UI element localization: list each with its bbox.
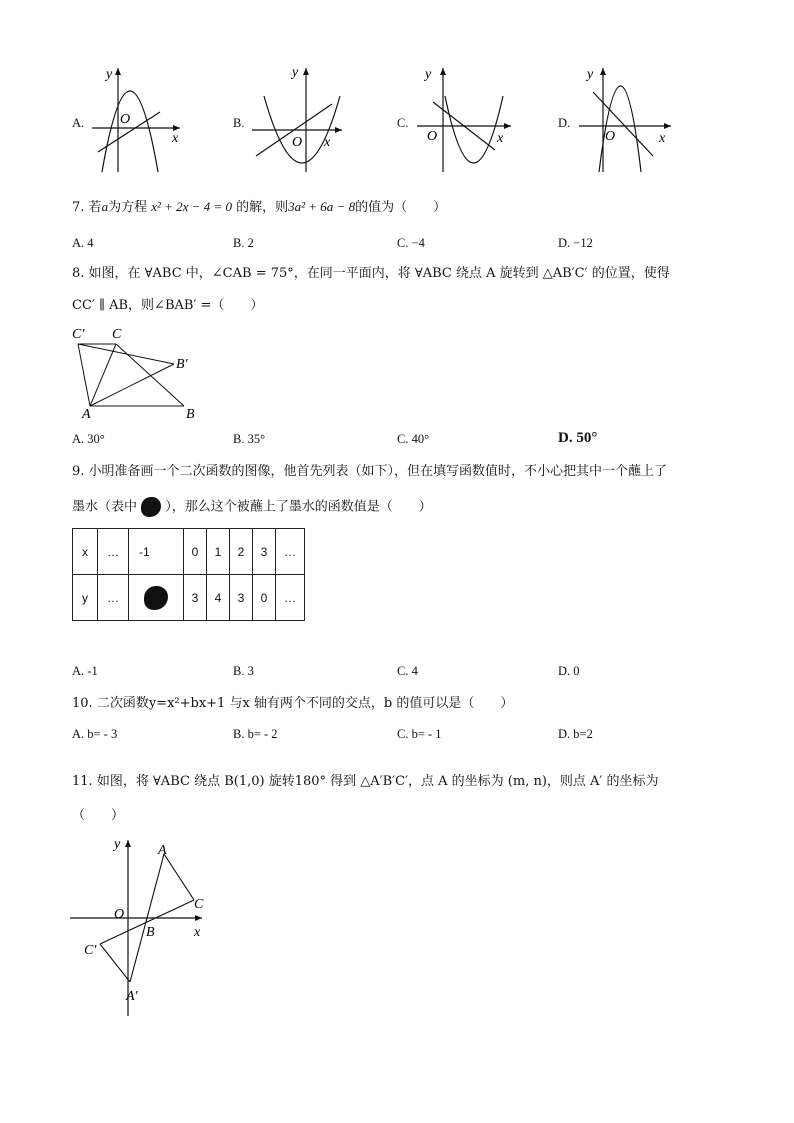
table-cell: 3 <box>230 575 253 621</box>
q6-graph-b <box>250 60 360 175</box>
q8-option-d: D. 50° <box>558 430 598 446</box>
q11-label-y: y <box>114 837 121 852</box>
q8-label-a: A <box>82 407 91 422</box>
q8-label-c-prime: C′ <box>72 327 85 342</box>
q6-d-x-label: x <box>659 131 666 146</box>
table-cell: 4 <box>207 575 230 621</box>
q11-label-o: O <box>114 907 125 922</box>
q6-a-origin: O <box>120 112 131 127</box>
table-cell: 3 <box>253 529 276 575</box>
q6-option-b-letter: B. <box>233 116 245 130</box>
q11-label-c: C <box>194 897 204 912</box>
question-11 <box>72 772 659 792</box>
q7-number: 7. <box>72 200 85 215</box>
table-cell: -1 <box>129 529 184 575</box>
q10-text: 二次函数y=x²+bx+1 与x 轴有两个不同的交点，b 的值可以是（ ） <box>96 696 514 711</box>
q8-label-b-prime: B′ <box>176 357 188 372</box>
q7-text-d: 的值为（ ） <box>355 200 447 215</box>
q8-line1: 如图，在 ∀ABC 中，∠CAB = 75°，在同一平面内，将 ∀ABC 绕点 A 旋转到 △AB′C′ 的位置，使得 <box>88 266 670 281</box>
q8-option-a: A. 30° <box>72 432 105 446</box>
table-cell: … <box>98 529 129 575</box>
q11-line2: （ ） <box>72 808 125 823</box>
table-cell: … <box>276 529 305 575</box>
q10-option-a: A. b= - 3 <box>72 727 118 741</box>
q6-d-y-label: y <box>587 67 594 82</box>
q8-label-c: C <box>112 327 122 342</box>
q8-line2-row <box>72 296 263 316</box>
table-cell: x <box>73 529 98 575</box>
q11-label-a-prime: A′ <box>126 989 138 1004</box>
question-9 <box>72 462 667 482</box>
q11-label-x: x <box>194 925 201 940</box>
q10-option-b: B. b= - 2 <box>233 727 278 741</box>
table-row <box>73 575 305 621</box>
q6-c-y-label: y <box>425 67 432 82</box>
q6-d-origin: O <box>605 129 616 144</box>
table-cell: 2 <box>230 529 253 575</box>
q6-graph-c <box>415 60 525 175</box>
table-cell-ink <box>129 575 184 621</box>
q9-option-a: A. -1 <box>72 664 98 678</box>
q10-option-c: C. b= - 1 <box>397 727 442 741</box>
q11-label-b: B <box>146 925 155 940</box>
q11-figure <box>66 832 226 1022</box>
q7-equation: x² + 2x − 4 = 0 <box>151 199 232 214</box>
table-cell: y <box>73 575 98 621</box>
q8-line2: CC′ ∥ AB，则∠BAB′ =（ ） <box>72 298 264 313</box>
table-cell: 3 <box>184 575 207 621</box>
q7-option-c: C. −4 <box>397 236 425 250</box>
q6-c-x-label: x <box>497 131 504 146</box>
q10-number: 10. <box>72 696 93 711</box>
q9-number: 9. <box>72 464 85 479</box>
ink-blot-icon <box>141 497 161 517</box>
q11-label-c-prime: C′ <box>84 943 97 958</box>
q6-graph-a <box>90 60 200 175</box>
table-cell: … <box>276 575 305 621</box>
q8-label-b: B <box>186 407 195 422</box>
q9-option-d: D. 0 <box>558 664 580 678</box>
q7-expression: 3a² + 6a − 8 <box>288 199 356 214</box>
q6-b-x-label: x <box>324 135 331 150</box>
q8-number: 8. <box>72 266 85 281</box>
table-cell: … <box>98 575 129 621</box>
q6-b-y-label: y <box>292 65 299 80</box>
ink-blot-icon <box>144 586 168 610</box>
q6-b-origin: O <box>292 135 303 150</box>
table-cell: 0 <box>184 529 207 575</box>
q11-line1: 如图，将 ∀ABC 绕点 B(1,0) 旋转180° 得到 △A′B′C′，点 A 的坐标为 (m, n)，则点 A′ 的坐标为 <box>96 774 659 789</box>
q9-line2a: 墨水（表中 <box>72 499 138 515</box>
q7-text-b: 为方程 <box>108 200 148 215</box>
question-10 <box>72 694 513 714</box>
q9-option-c: C. 4 <box>397 664 418 678</box>
q6-option-d-letter: D. <box>558 116 571 130</box>
q9-line1: 小明准备画一个二次函数的图像，他首先列表（如下），但在填写函数值时，不小心把其中一个蘸上了 <box>88 464 668 479</box>
q7-option-b: B. 2 <box>233 236 254 250</box>
q6-option-a-letter: A. <box>72 116 85 130</box>
q6-a-y-label: y <box>106 67 113 82</box>
q11-line2-row <box>72 806 124 826</box>
question-7 <box>72 197 446 218</box>
table-row <box>73 529 305 575</box>
q7-text-c: 的解，则 <box>236 200 289 215</box>
table-cell: 0 <box>253 575 276 621</box>
q11-number: 11. <box>72 774 93 789</box>
q7-option-a: A. 4 <box>72 236 94 250</box>
q8-option-c: C. 40° <box>397 432 430 446</box>
q6-c-origin: O <box>427 129 438 144</box>
q7-option-d: D. −12 <box>558 236 593 250</box>
question-8 <box>72 264 670 284</box>
q7-text-a: 若 <box>88 200 102 215</box>
q9-line2-row <box>72 497 432 518</box>
q6-graph-d <box>577 60 687 175</box>
q8-option-b: B. 35° <box>233 432 266 446</box>
q8-figure <box>70 322 210 422</box>
table-cell: 1 <box>207 529 230 575</box>
q7-var-a: a <box>101 199 109 214</box>
q10-option-d: D. b=2 <box>558 727 593 741</box>
q9-option-b: B. 3 <box>233 664 254 678</box>
q6-option-c-letter: C. <box>397 116 409 130</box>
q6-a-x-label: x <box>172 131 179 146</box>
q11-label-a: A <box>158 843 167 858</box>
q9-table <box>72 528 305 621</box>
q9-line2b: ），那么这个被蘸上了墨水的函数值是（ ） <box>165 499 432 515</box>
